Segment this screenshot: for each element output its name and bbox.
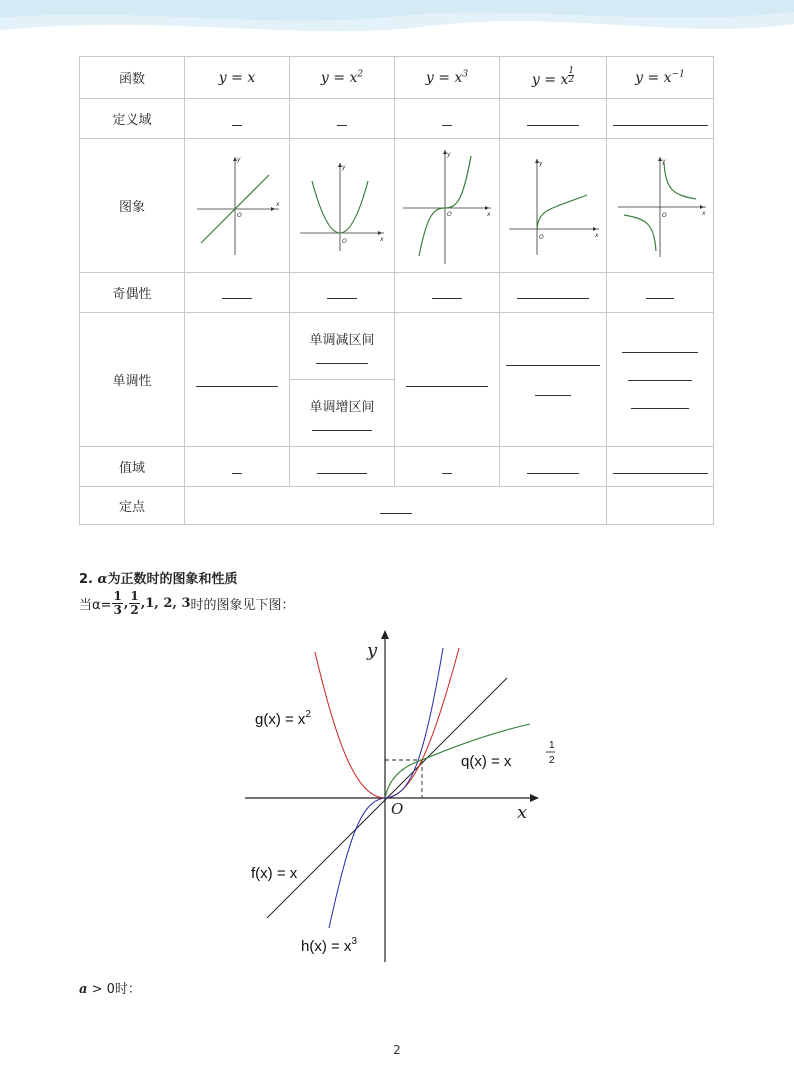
function-y-x-half: y = x $^{\frac{1}{2}}$ bbox=[500, 57, 607, 99]
monotonic-blank-5[interactable] bbox=[607, 313, 714, 447]
svg-text:x: x bbox=[595, 231, 599, 239]
section-title bbox=[79, 568, 238, 587]
svg-text:O: O bbox=[539, 233, 544, 241]
mini-graph-square bbox=[290, 139, 395, 273]
range-blank-4[interactable] bbox=[500, 447, 607, 487]
parity-blank-2[interactable] bbox=[290, 273, 395, 313]
label-q-exp-num: 1 bbox=[549, 740, 555, 751]
range-blank-3[interactable] bbox=[395, 447, 500, 487]
svg-text:x: x bbox=[276, 200, 280, 208]
label-f: f(x) = x bbox=[251, 865, 298, 882]
increase-interval-blank[interactable] bbox=[312, 429, 372, 431]
monotonic-blank-4[interactable] bbox=[500, 313, 607, 447]
range-label: 值域 bbox=[80, 447, 185, 487]
parity-blank-3[interactable] bbox=[395, 273, 500, 313]
monotonic-increase-cell bbox=[290, 380, 395, 447]
svg-text:x: x bbox=[702, 209, 706, 217]
domain-blank-3[interactable] bbox=[395, 99, 500, 139]
fixed-point-row bbox=[80, 487, 714, 525]
label-g: $g(x) = x^2$ bbox=[255, 709, 311, 728]
alpha-integer-values: 1, 2, 3 bbox=[145, 596, 191, 611]
label-q-exp-den: 2 bbox=[549, 755, 555, 766]
svg-text:x: x bbox=[487, 210, 491, 218]
domain-blank-4[interactable] bbox=[500, 99, 607, 139]
svg-text:y: y bbox=[342, 163, 346, 171]
function-y-x: y = x bbox=[185, 57, 290, 99]
range-blank-1[interactable] bbox=[185, 447, 290, 487]
range-blank-5[interactable] bbox=[607, 447, 714, 487]
monotonic-blank-1[interactable] bbox=[185, 313, 290, 447]
monotonic-row-1 bbox=[80, 313, 714, 380]
domain-blank-1[interactable] bbox=[185, 99, 290, 139]
monotonic-decrease-cell bbox=[290, 313, 395, 380]
parity-row bbox=[80, 273, 714, 313]
svg-text:y: y bbox=[539, 159, 543, 167]
condition-text: > 0时： bbox=[87, 982, 141, 997]
fixed-point-empty bbox=[607, 487, 714, 525]
curve-g-square bbox=[315, 648, 459, 798]
mini-graph-cube bbox=[395, 139, 500, 273]
origin-label: O bbox=[391, 800, 404, 818]
svg-text:x: x bbox=[380, 235, 384, 243]
svg-text:O: O bbox=[447, 210, 452, 218]
page-number: 2 bbox=[393, 1043, 401, 1057]
fixed-point-label: 定点 bbox=[80, 487, 185, 525]
section-alpha: α bbox=[97, 572, 108, 587]
function-y-x3: $y = x^3$ bbox=[395, 57, 500, 99]
decrease-interval-label: 单调减区间 bbox=[309, 332, 375, 348]
header-row bbox=[80, 57, 714, 99]
mini-graph-linear bbox=[185, 139, 290, 273]
decrease-interval-blank[interactable] bbox=[316, 362, 368, 364]
section-number: 2. bbox=[79, 572, 93, 587]
domain-row bbox=[80, 99, 714, 139]
y-axis-label: y bbox=[367, 640, 378, 661]
fraction-one-half: $\frac{1}{2}$ bbox=[130, 589, 139, 617]
header-label: 函数 bbox=[80, 57, 185, 99]
parity-blank-1[interactable] bbox=[185, 273, 290, 313]
range-blank-2[interactable] bbox=[290, 447, 395, 487]
svg-text:O: O bbox=[342, 237, 347, 245]
label-h: $h(x) = x^3$ bbox=[301, 936, 357, 955]
domain-blank-5[interactable] bbox=[607, 99, 714, 139]
function-y-x-inverse: $y = x^{-1}$ bbox=[607, 57, 714, 99]
power-functions-graph bbox=[245, 628, 555, 968]
increase-interval-label: 单调增区间 bbox=[309, 399, 375, 415]
svg-text:O: O bbox=[237, 211, 242, 219]
alpha-line-suffix: 时的图象见下图： bbox=[190, 598, 295, 613]
function-y-x2: $y = x^2$ bbox=[290, 57, 395, 99]
condition-alpha: a bbox=[79, 982, 88, 997]
parity-blank-5[interactable] bbox=[607, 273, 714, 313]
alpha-line-prefix: 当α= bbox=[79, 598, 112, 613]
svg-text:O: O bbox=[662, 211, 667, 219]
section-title-text: 为正数时的图象和性质 bbox=[107, 572, 238, 587]
parity-blank-4[interactable] bbox=[500, 273, 607, 313]
curve-h-cube bbox=[329, 648, 443, 928]
label-q: q(x) = x bbox=[461, 753, 512, 770]
range-row bbox=[80, 447, 714, 487]
svg-text:y: y bbox=[237, 155, 241, 163]
header-wave-decoration bbox=[0, 0, 794, 56]
mini-graph-sqrt bbox=[500, 139, 607, 273]
fixed-point-blank[interactable] bbox=[185, 487, 607, 525]
graph-row bbox=[80, 139, 714, 273]
mini-graph-inverse bbox=[607, 139, 714, 273]
monotonic-blank-3[interactable] bbox=[395, 313, 500, 447]
monotonicity-label: 单调性 bbox=[80, 313, 185, 447]
domain-blank-2[interactable] bbox=[290, 99, 395, 139]
y-axis-arrow bbox=[381, 630, 389, 639]
graph-label: 图象 bbox=[80, 139, 185, 273]
domain-label: 定义域 bbox=[80, 99, 185, 139]
alpha-positive-condition bbox=[79, 978, 141, 997]
alpha-values-line: 当α= $\frac{1}{3}$ , $\frac{1}{2}$ , 1, 2, 3 时的图象见下图： bbox=[79, 589, 295, 617]
x-axis-arrow bbox=[530, 794, 539, 802]
fraction-one-third: $\frac{1}{3}$ bbox=[113, 589, 122, 617]
svg-text:y: y bbox=[447, 150, 451, 158]
power-function-properties-table bbox=[79, 56, 714, 525]
x-axis-label: x bbox=[517, 802, 528, 823]
svg-text:y: y bbox=[662, 157, 666, 165]
parity-label: 奇偶性 bbox=[80, 273, 185, 313]
